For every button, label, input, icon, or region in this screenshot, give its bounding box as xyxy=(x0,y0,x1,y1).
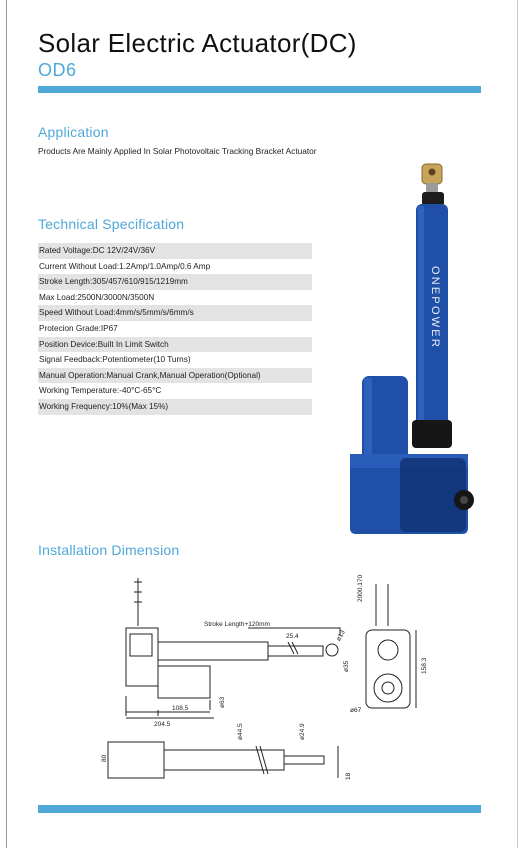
brand-label: ONEPOWER xyxy=(429,266,441,349)
spec-row: Signal Feedback:Potentiometer(10 Turns) xyxy=(39,355,191,365)
dim-25: 25.4 xyxy=(286,633,299,640)
dim-67: ø67 xyxy=(350,707,362,714)
spec-heading: Technical Specification xyxy=(38,216,185,232)
dim-stroke: Stroke Length+120mm xyxy=(204,621,270,628)
application-heading: Application xyxy=(38,124,109,140)
spec-row: Stroke Length:305/457/610/915/1219mm xyxy=(38,274,312,290)
spec-row: Working Frequency:10%(Max 15%) xyxy=(38,399,312,415)
dim-204: 204.5 xyxy=(154,721,171,728)
spec-row: Protecion Grade:IP67 xyxy=(39,323,118,333)
spec-row: Position Device:Built In Limit Switch xyxy=(38,337,312,353)
dim-35: ø35 xyxy=(343,660,350,672)
spec-table xyxy=(38,243,312,415)
dim-63: ø63 xyxy=(219,696,226,708)
model-code: OD6 xyxy=(38,60,77,80)
dim-44: ø44.5 xyxy=(237,723,244,740)
spec-row: Rated Voltage:DC 12V/24V/36V xyxy=(38,243,312,259)
spec-row: Max Load:2500N/3000N/3500N xyxy=(39,292,155,302)
footer-divider xyxy=(38,805,481,813)
installation-drawing xyxy=(88,570,428,790)
installation-heading: Installation Dimension xyxy=(38,542,180,558)
dim-158: 158.3 xyxy=(421,657,428,674)
dim-24: ø24.9 xyxy=(299,723,306,740)
spec-row: Speed Without Load:4mm/s/5mm/s/6mm/s xyxy=(38,305,312,321)
dim-18: 18 xyxy=(345,772,352,780)
dim-80: 80 xyxy=(101,754,108,762)
header-divider xyxy=(38,86,481,93)
dim-2000: 2000.170 xyxy=(357,574,364,602)
page-title: Solar Electric Actuator(DC) xyxy=(38,28,357,58)
spec-row: Working Temperature:-40°C-65°C xyxy=(39,386,162,396)
application-text: Products Are Mainly Applied In Solar Photovoltaic Tracking Bracket Actuator xyxy=(38,146,317,156)
dim-108: 108.5 xyxy=(172,705,189,712)
spec-row: Manual Operation:Manual Crank,Manual Operation(Optional) xyxy=(38,368,312,384)
dim-13: ø13 xyxy=(335,629,347,643)
spec-row: Current Without Load:1.2Amp/1.0Amp/0.6 Amp xyxy=(39,261,211,271)
actuator-product-image xyxy=(340,158,480,538)
